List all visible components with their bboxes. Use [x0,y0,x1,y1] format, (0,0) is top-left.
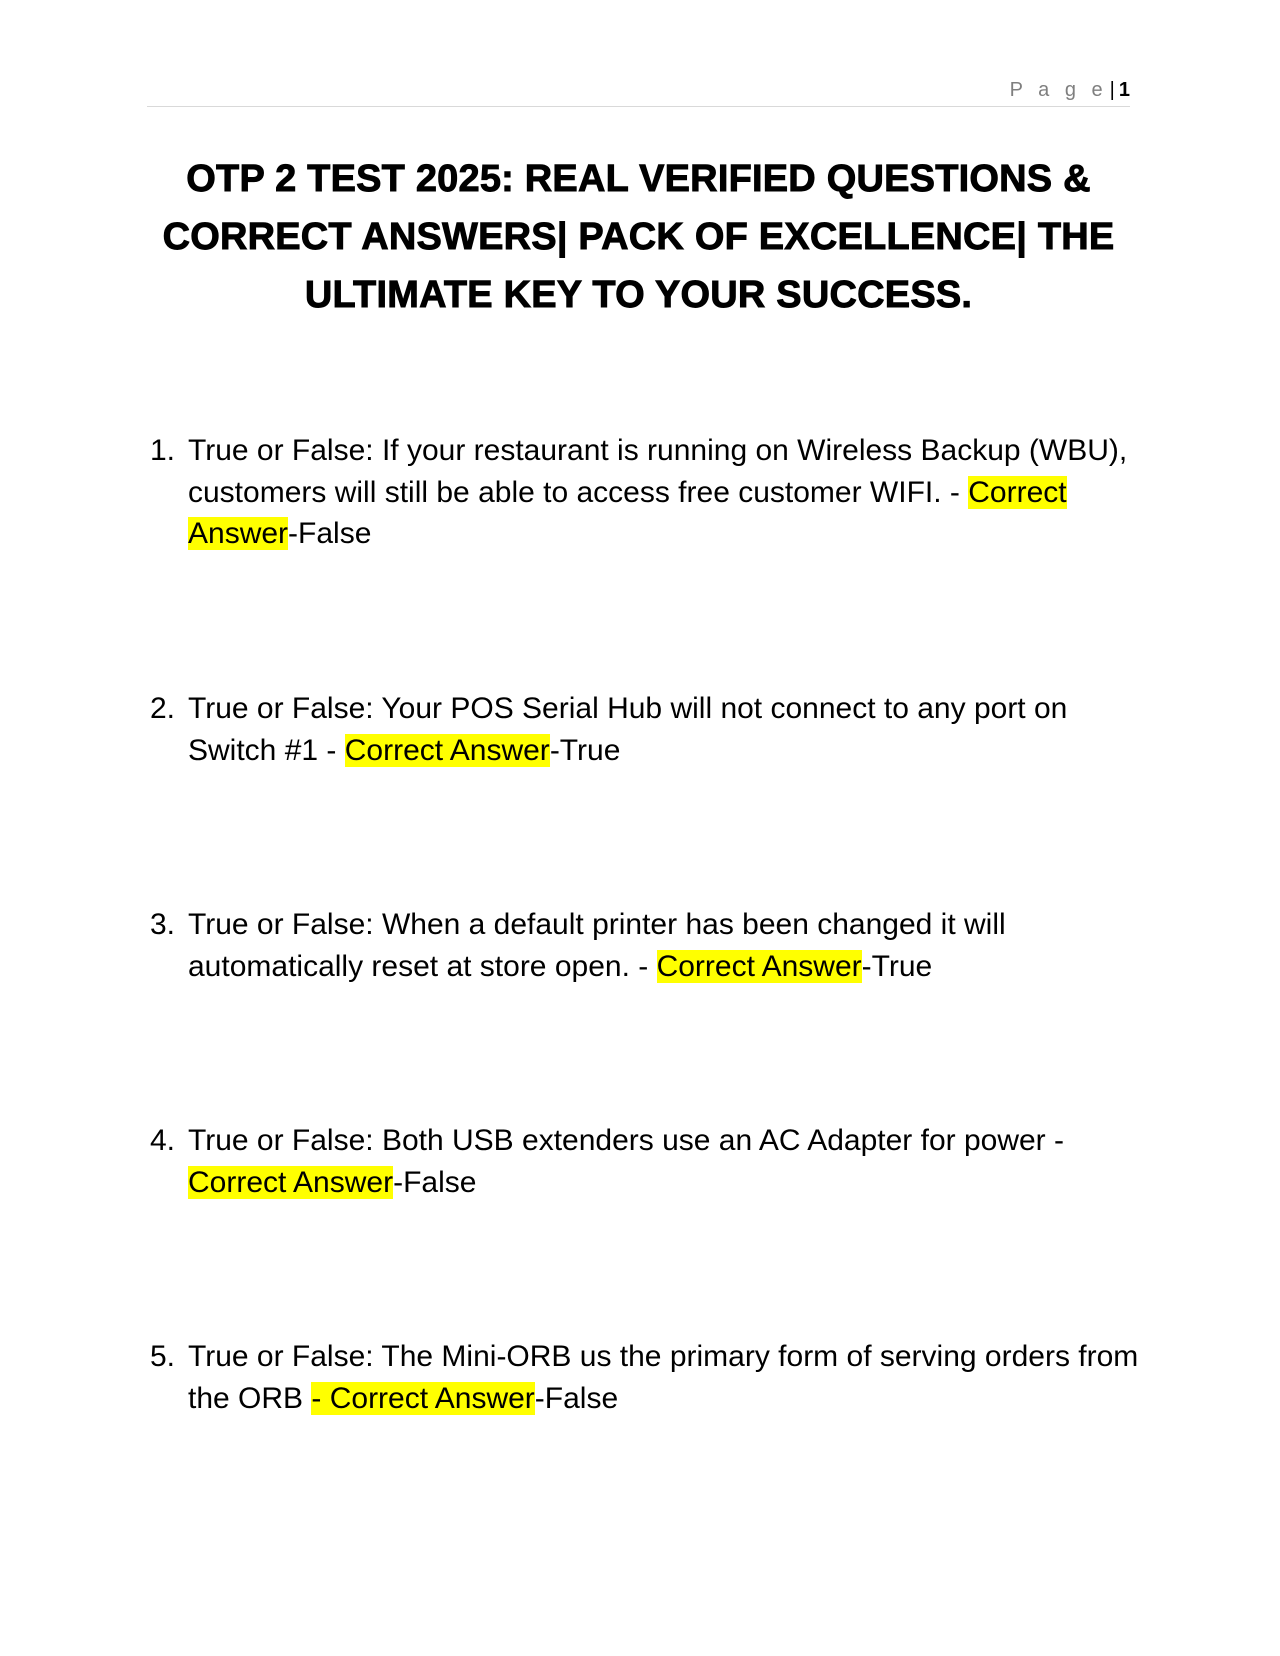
question-item [150,430,1140,555]
page-separator: | [1109,79,1115,101]
question-text: True or False: Your POS Serial Hub will not connect to any port on Switch #1 - [188,692,1068,767]
question-item [150,1120,1140,1203]
question-item [150,904,1140,987]
correct-answer-label: - Correct Answer [311,1381,535,1415]
correct-answer-label: Correct Answer [344,733,550,767]
question-text: True or False: The Mini-ORB us the primary form of serving orders from the ORB [188,1340,1139,1415]
question-text-block [188,688,1140,771]
answer-value: -False [393,1165,477,1199]
question-text: True or False: If your restaurant is running on Wireless Backup (WBU), customers will still be able to access free customer WIFI. - [188,434,1128,509]
question-item [150,1336,1140,1419]
question-text-block [188,1120,1140,1203]
page-word: P a g e [1009,79,1108,101]
question-text: True or False: Both USB extenders use an AC Adapter for power - [188,1124,1064,1157]
question-item [150,688,1140,771]
question-text-block [188,430,1140,555]
question-number: 2. [150,692,176,725]
answer-value: -True [549,733,621,767]
question-text-block [188,904,1140,987]
question-number: 3. [150,908,176,941]
document-title: OTP 2 TEST 2025: REAL VERIFIED QUESTIONS & CORRECT ANSWERS| PACK OF EXCELLENCE| THE ULTIMATE KEY TO YOUR SUCCESS. [162,158,1115,316]
correct-answer-label: Correct Answer [188,1165,394,1199]
answer-value: -False [288,517,372,550]
question-text-block [188,1336,1140,1419]
correct-answer-label: Correct Answer [188,475,1067,550]
page-number: 1 [1118,79,1130,101]
correct-answer-label: Correct Answer [656,949,862,983]
answer-value: -True [861,949,933,983]
question-number: 5. [150,1340,176,1373]
question-number: 1. [150,434,176,467]
question-number: 4. [150,1124,176,1157]
answer-value: -False [534,1381,619,1415]
question-text: True or False: When a default printer has been changed it will automatically reset at store open. - [188,908,1006,983]
